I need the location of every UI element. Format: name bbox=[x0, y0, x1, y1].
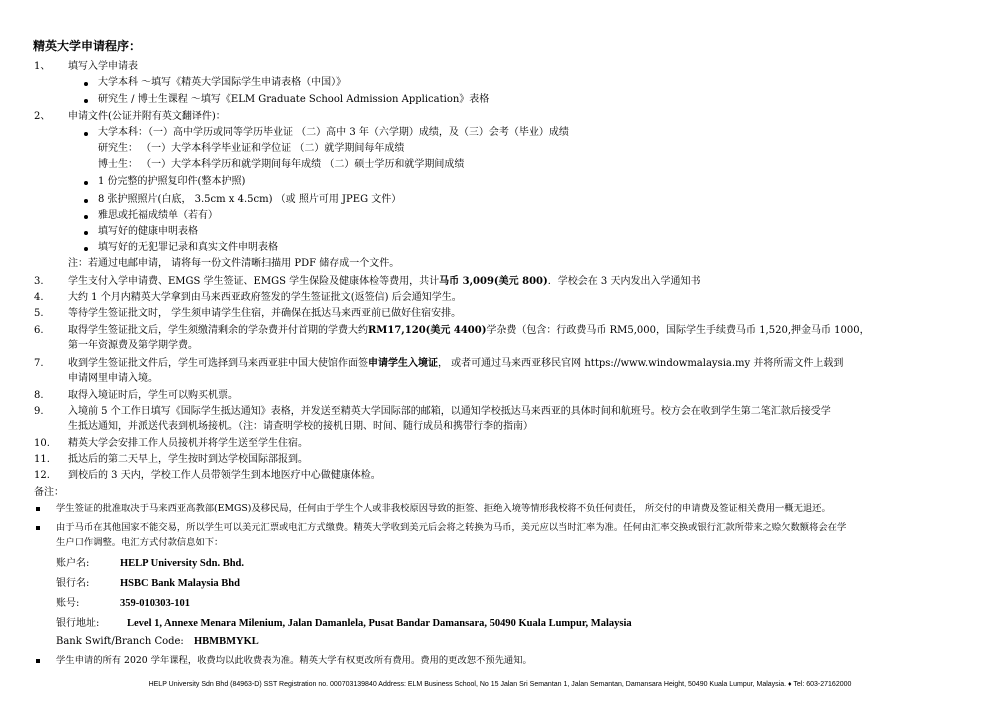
step-6-text-before: 取得学生签证批文后，学生须缴清剩余的学杂费并付首期的学费大约 bbox=[68, 325, 368, 336]
bullet-icon bbox=[84, 247, 88, 251]
bank-swift: HBMBMYKL bbox=[194, 636, 259, 647]
step-2-item: 填写好的无犯罪记录和真实文件申明表格 bbox=[98, 242, 278, 253]
last-note: 学生申请的所有 2020 学年课程，收费均以此收费表为准。精英大学有权更改所有费用。费用的更改恕不预先通知。 bbox=[56, 655, 532, 666]
step-number: 9. bbox=[34, 406, 44, 417]
page-footer: HELP University Sdn Bhd (84963-D) SST Registration no. 000703139840 Address: ELM Business School, No 15 Jalan Sri Semantan 1, Jalan Semantan, Damansara Height, 50490 Kuala Lumpur, Malaysia. ♦ Tel: 603-27162000 bbox=[148, 681, 852, 688]
step-number: 8. bbox=[34, 390, 44, 401]
step-1-item: 大学本科 ～填写《精英大学国际学生申请表格（中国）》 bbox=[98, 77, 347, 88]
remark-item: 学生签证的批准取决于马来西亚高教部(EMGS)及移民局，任何由于学生个人或非我校原因导致的拒签、拒绝入境等情形我校将不负任何责任， 所交付的申请费及签证相关费用一概无退还。 bbox=[56, 503, 831, 514]
step-3-text bbox=[68, 275, 700, 289]
bullet-icon bbox=[36, 507, 40, 511]
step-4-text: 大约 1 个月内精英大学拿到由马来西亚政府签发的学生签证批文(返签信) 后会通知学生。 bbox=[68, 292, 462, 303]
remark-item: 生户口作调整。电汇方式付款信息如下： bbox=[56, 537, 224, 548]
step-2-item: 雅思或托福成绩单（若有） bbox=[98, 210, 218, 221]
step-6-line2: 第一年资源费及第学期学费。 bbox=[68, 340, 198, 351]
step-8-text: 取得入境证时后，学生可以购买机票。 bbox=[68, 390, 238, 401]
step-1-label: 填写入学申请表 bbox=[68, 61, 138, 72]
step-number: 2、 bbox=[34, 111, 51, 122]
step-2-item: 填写好的健康申明表格 bbox=[98, 226, 198, 237]
bank-account-name-label: 账户名: bbox=[56, 558, 90, 569]
step-number: 3. bbox=[34, 276, 44, 287]
step-number: 5. bbox=[34, 308, 44, 319]
bank-address-label: 银行地址: bbox=[56, 618, 100, 629]
bank-account-no-label: 账号: bbox=[56, 598, 80, 609]
page-title: 精英大学申请程序： bbox=[33, 39, 142, 53]
step-7-text-after: ， 或者可通过马来西亚移民官网 https://www.windowmalaysia.my 并将所需文件上载到 bbox=[438, 358, 844, 369]
step-number: 10. bbox=[34, 438, 50, 449]
step-2-item: 8 张护照照片(白底， 3.5cm x 4.5cm) （或 照片可用 JPEG 文件） bbox=[98, 194, 402, 205]
step-7-text bbox=[68, 357, 843, 371]
bullet-icon bbox=[36, 659, 40, 663]
step-1-item: 研究生 / 博士生课程 ～填写《ELM Graduate School Admission Application》表格 bbox=[98, 94, 490, 105]
step-3-text-after: ．学校会在 3 天内发出入学通知书 bbox=[547, 276, 701, 287]
step-3-amount: 马币 3,009(美元 800) bbox=[439, 276, 548, 287]
step-3-text-before: 学生支付入学申请费、EMGS 学生签证、EMGS 学生保险及健康体检等费用，共计 bbox=[68, 276, 440, 287]
step-10-text: 精英大学会安排工作人员接机并将学生送至学生住宿。 bbox=[68, 438, 308, 449]
bank-account-no: 359-010303-101 bbox=[120, 598, 190, 609]
bank-address: Level 1, Annexe Menara Milenium, Jalan Damanlela, Pusat Bandar Damansara, 50490 Kuala Lumpur, Malaysia bbox=[127, 618, 632, 629]
bank-name-label: 银行名: bbox=[56, 578, 90, 589]
remark-item: 由于马币在其他国家不能交易，所以学生可以美元汇票或电汇方式缴费。精英大学收到美元后会将之转换为马币，美元应以当时汇率为准。任何由汇率交换或银行汇款所带来之赊欠数额将会在学 bbox=[56, 522, 847, 533]
bank-swift-label: Bank Swift/Branch Code: bbox=[56, 636, 184, 647]
step-7-line2: 申请网里申请入境。 bbox=[68, 373, 158, 384]
bank-account-name: HELP University Sdn. Bhd. bbox=[120, 558, 244, 569]
bullet-icon bbox=[84, 215, 88, 219]
step-7-text-before: 收到学生签证批文件后，学生可选择到马来西亚驻中国大使馆作面签 bbox=[68, 358, 368, 369]
step-7-bold: 申请学生入境证 bbox=[368, 358, 438, 369]
step-12-text: 到校后的 3 天内，学校工作人员带领学生到本地医疗中心做健康体检。 bbox=[68, 470, 381, 481]
step-2-label: 申请文件(公证并附有英文翻译件)： bbox=[68, 111, 226, 122]
bullet-icon bbox=[84, 82, 88, 86]
remarks-label: 备注： bbox=[34, 487, 64, 498]
bullet-icon bbox=[84, 181, 88, 185]
bullet-icon bbox=[84, 199, 88, 203]
step-6-text bbox=[68, 324, 870, 338]
step-2-item: 1 份完整的护照复印件(整本护照) bbox=[98, 176, 246, 187]
step-number: 7. bbox=[34, 358, 44, 369]
step-2-note: 注：若通过电邮申请， 请将每一份文件清晰扫描用 PDF 储存成一个文件。 bbox=[68, 258, 400, 269]
bullet-icon bbox=[84, 231, 88, 235]
step-number: 4. bbox=[34, 292, 44, 303]
step-number: 11. bbox=[34, 454, 50, 465]
degree-line: 大学本科：（一）高中学历或同等学历毕业证 （二）高中 3 年（六学期）成绩，及（三）会考（毕业）成绩 bbox=[98, 127, 569, 138]
bullet-icon bbox=[36, 526, 40, 530]
degree-line: 研究生： （一）大学本科学毕业证和学位证 （二）就学期间每年成绩 bbox=[98, 143, 405, 154]
bank-name: HSBC Bank Malaysia Bhd bbox=[120, 578, 240, 589]
bullet-icon bbox=[84, 99, 88, 103]
step-5-text: 等待学生签证批文时， 学生须申请学生住宿，并确保在抵达马来西亚前已做好住宿安排。 bbox=[68, 308, 462, 319]
bullet-icon bbox=[84, 132, 88, 136]
step-6-amount: RM17,120(美元 4400) bbox=[368, 325, 487, 336]
step-9-line2: 生抵达通知，并派送代表到机场接机。（注：请查明学校的接机日期、时间、随行成员和携带行李的指南） bbox=[68, 421, 533, 432]
step-number: 6. bbox=[34, 325, 44, 336]
degree-line: 博士生： （一）大学本科学历和就学期间每年成绩 （二）硕士学历和就学期间成绩 bbox=[98, 159, 465, 170]
step-number: 1、 bbox=[34, 61, 51, 72]
step-11-text: 抵达后的第二天早上，学生按时到达学校国际部报到。 bbox=[68, 454, 308, 465]
step-6-text-after: 学杂费（包含：行政费马币 RM5,000，国际学生手续费马币 1,520,押金马币 1000， bbox=[486, 325, 870, 336]
step-number: 12. bbox=[34, 470, 50, 481]
step-9-line1: 入境前 5 个工作日填写《国际学生抵达通知》表格，并发送至精英大学国际部的邮箱，以通知学校抵达马来西亚的具体时间和航班号。校方会在收到学生第二笔汇款后接受学 bbox=[68, 406, 831, 417]
